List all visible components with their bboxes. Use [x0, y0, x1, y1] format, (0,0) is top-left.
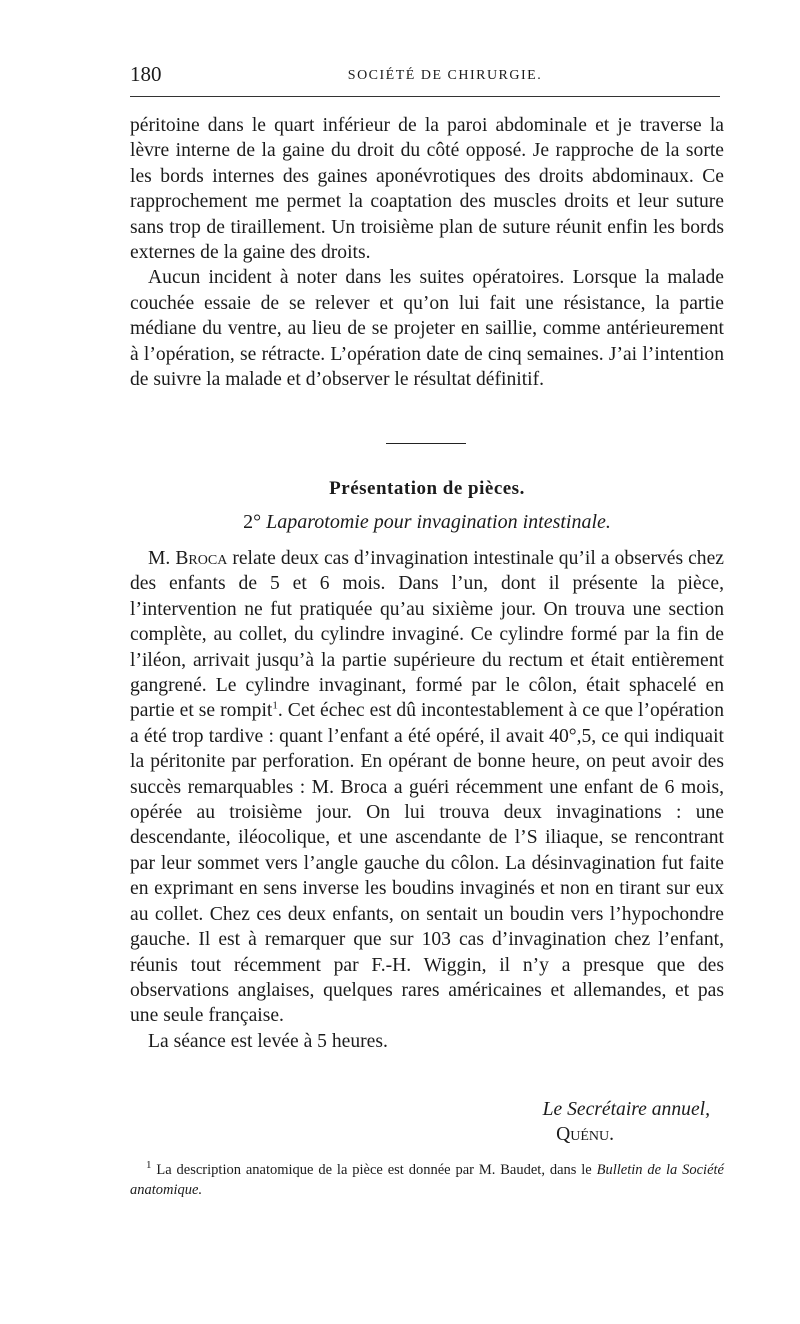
- signature-role: Le Secrétaire annuel,: [542, 1099, 710, 1120]
- paragraph-prefix: M.: [148, 548, 176, 569]
- closing-line: La séance est levée à 5 heures.: [148, 1030, 388, 1052]
- section-subtitle: [130, 511, 724, 534]
- paragraph-postop: Aucun incident à noter dans les suites opératoires. Lorsque la malade couchée essaie de se relever et qu’on lui fait une résistance, la partie médiane du ventre, au lieu de se projeter en saillie, comme antérieurement à l’opération, se rétracte. L’opération date de cinq semaines. J’ai l’intention de suivre la malade et d’observer le résultat définitif.: [130, 267, 724, 391]
- paragraph-rest: . Cet échec est dû incontestablement à ce que l’opération a été trop tardive : quant l’enfant a été opéré, il avait 40°,5, ce qui indiquait la péritonite par perforation. En opérant de bonne heure, on peut avoir des succès remarquables : M. Broca a guéri récemment une enfant de 6 mois, opérée au troisième jour. On lui trouva deux invaginations : une descendante, iléocolique, et une ascendante de l’S iliaque, se rencontrant par leur sommet vers l’angle gauche du côlon. La désinvagination fut faite en exprimant en sens inverse les boudins invaginés et non en tirant sur eux au collet. Chez ces deux enfants, on sentait un boudin vers l’hypochondre gauche. Il est à remarquer que sur 103 cas d’invagination chez l’enfant, réunis tout récemment par F.-H. Wiggin, il n’y a presque que des observations anglaises, quelques rares américaines et allemandes, et pas une seule française.: [130, 700, 724, 1027]
- footnote-text: [130, 1160, 724, 1200]
- subtitle-text: Laparotomie pour invagination intestinale.: [266, 511, 611, 533]
- running-title: SOCIÉTÉ DE CHIRURGIE.: [347, 68, 543, 83]
- section-title: Présentation de pièces.: [329, 478, 525, 499]
- footnote-mark: 1: [146, 1159, 152, 1172]
- footnote-reference: 1: [272, 699, 278, 712]
- section-separator: [386, 443, 466, 444]
- subtitle-number: 2°: [243, 511, 262, 533]
- paragraph-continuation: péritoine dans le quart inférieur de la paroi abdominale et je traverse la lèvre interne de la gaine du droit du côté opposé. Je rapproche de la sorte les bords internes des gaines aponévrotiques des droits abdominaux. Ce rapprochement me permet la coaptation des muscles droits et leur suture sans trop de tiraillement. Un troisième plan de suture réunit enfin les bords externes de la gaine des droits.: [130, 115, 724, 264]
- signature-name: Quénu.: [556, 1124, 614, 1145]
- text-top: [130, 113, 724, 392]
- header-rule: [130, 96, 720, 97]
- signature-block: [130, 1097, 724, 1147]
- footnote: [130, 1160, 724, 1200]
- footnote-journal: Bulletin de la Société anatomique.: [130, 1162, 724, 1198]
- paragraph-body: relate deux cas d’invagination intestinale qu’il a observés chez des enfants de 5 et 6 mois. Dans l’un, dont il présente la pièce, l’intervention ne fut pratiquée qu’au sixième jour. On trouva une section complète, au collet, du cylindre invaginé. Ce cylindre formé par la fin de l’iléon, arrivait jusqu’à la partie supérieure du rectum et était entièrement gangrené. Le cylindre invaginant, formé par le côlon, était sphacelé en partie et se rompit: [130, 548, 724, 722]
- paragraph-broca: [130, 546, 724, 1029]
- page-header: [130, 62, 720, 88]
- author-name: Broca: [175, 548, 228, 569]
- text-main: [130, 546, 724, 1054]
- page-number: 180: [130, 62, 162, 86]
- footnote-body: La description anatomique de la pièce est donnée par M. Baudet, dans le: [151, 1162, 597, 1178]
